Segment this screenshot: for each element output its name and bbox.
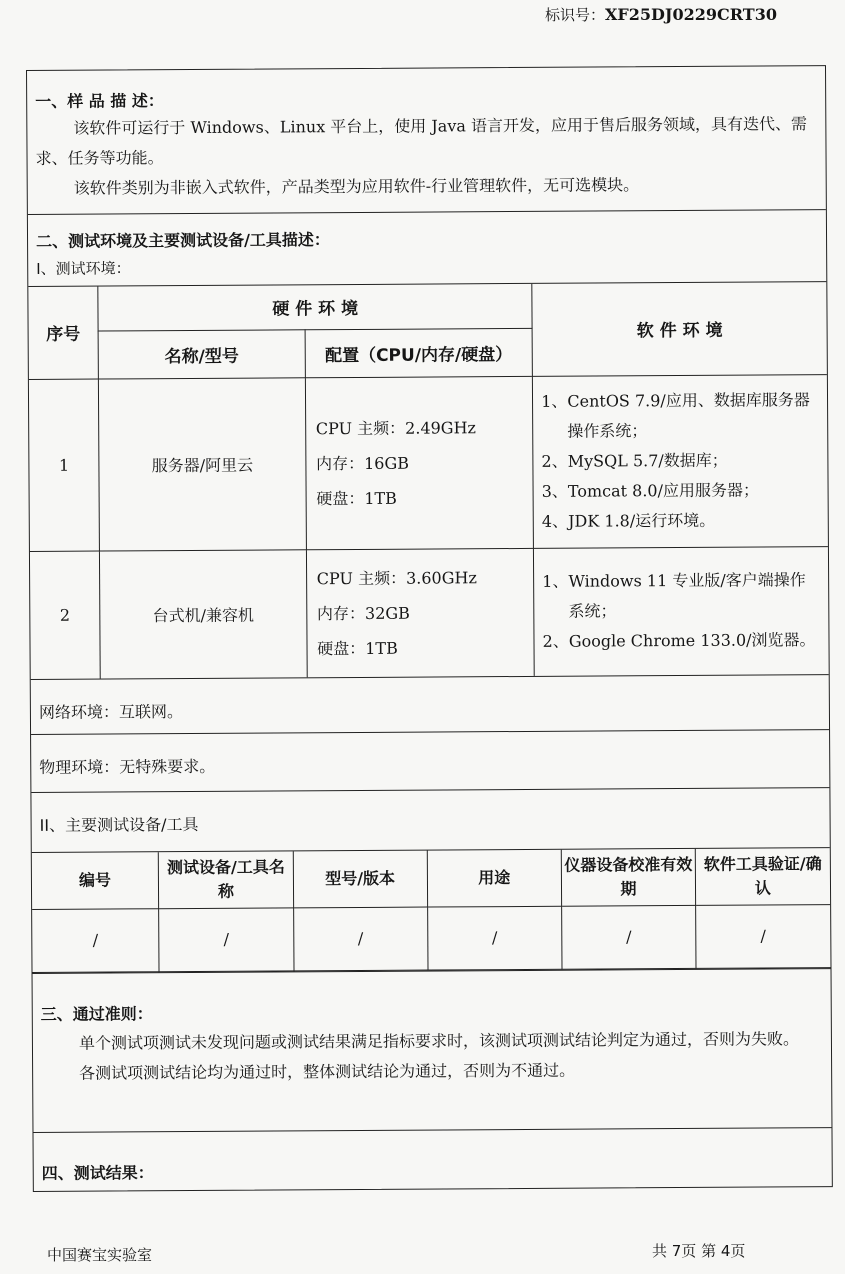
footer-page-number: 共 7页 第 4页 — [652, 1242, 746, 1260]
test-environment-subtitle: I、测试环境： — [36, 259, 131, 278]
config-cpu: CPU 主频：3.60GHz — [316, 568, 477, 588]
test-tools-table — [32, 848, 831, 973]
test-tools-subtitle: II、主要测试设备/工具 — [31, 788, 829, 853]
sample-description-para-2: 该软件类别为非嵌入式软件，产品类型为应用软件-行业管理软件，无可选模块。 — [73, 175, 640, 198]
software-item: 4、JDK 1.8/运行环境。 — [541, 510, 716, 531]
table-row — [32, 904, 830, 972]
test-environment-title: 二、测试环境及主要测试设备/工具描述： — [35, 230, 330, 251]
config-disk: 硬盘：1TB — [316, 488, 397, 508]
sample-description-para-1: 该软件可运行于 Windows、Linux 平台上，使用 Java 语言开发，应用于售后服务领域，具有迭代、需求、任务等功能。 — [35, 114, 808, 168]
footer-organization: 中国赛宝实验室 — [47, 1246, 153, 1264]
col-header-no: 序号 — [28, 287, 98, 379]
row-no: 1 — [29, 379, 100, 551]
table-cell: / — [32, 908, 159, 972]
software-item: 3、Tomcat 8.0/应用服务器； — [541, 480, 760, 501]
config-memory: 内存：16GB — [316, 453, 410, 473]
table-row — [29, 374, 828, 551]
environment-table — [28, 282, 828, 679]
row-config — [306, 548, 534, 677]
row-config — [305, 376, 534, 549]
network-environment: 网络环境：互联网。 — [31, 674, 829, 735]
col-header-model-version: 型号/版本 — [293, 851, 427, 908]
col-header-name-model: 名称/型号 — [98, 329, 305, 378]
software-item: 2、MySQL 5.7/数据库； — [541, 450, 728, 471]
col-header-id: 编号 — [32, 852, 159, 909]
test-results-section — [33, 1128, 831, 1193]
document-id-label: 标识号： — [545, 6, 606, 24]
col-header-tool-name: 测试设备/工具名称 — [158, 851, 293, 908]
config-cpu: CPU 主频：2.49GHz — [315, 417, 476, 438]
software-item: 2、Google Chrome 133.0/浏览器。 — [542, 630, 816, 652]
row-software — [533, 374, 828, 548]
col-header-calibration: 仪器设备校准有效期 — [561, 849, 695, 906]
col-header-software: 软 件 环 境 — [532, 282, 827, 376]
col-header-purpose: 用途 — [427, 850, 562, 907]
pass-criteria-para-1: 单个测试项测试未发现问题或测试结果满足指标要求时，该测试项测试结论判定为通过，否则为失败。 — [78, 1029, 800, 1053]
report-frame — [26, 65, 833, 1192]
table-cell: / — [695, 904, 830, 968]
document-id — [545, 4, 777, 25]
col-header-hardware: 硬 件 环 境 — [98, 284, 532, 331]
table-cell: / — [293, 907, 427, 971]
col-header-verification: 软件工具验证/确认 — [695, 848, 830, 905]
row-no: 2 — [30, 551, 101, 679]
sample-description-section — [27, 66, 826, 215]
software-item: 1、CentOS 7.9/应用、数据库服务器操作系统； — [541, 390, 810, 441]
table-cell: / — [159, 907, 294, 971]
config-memory: 内存：32GB — [316, 603, 410, 623]
table-row — [30, 546, 829, 679]
row-name: 台式机/兼容机 — [100, 549, 307, 678]
config-disk: 硬盘：1TB — [317, 638, 398, 658]
test-results-title: 四、测试结果： — [41, 1163, 154, 1183]
software-item: 1、Windows 11 专业版/客户端操作系统； — [542, 570, 806, 621]
col-header-config: 配置（CPU/内存/硬盘） — [305, 328, 533, 377]
pass-criteria-section — [33, 968, 832, 1133]
sample-description-title: 一、样 品 描 述： — [35, 91, 164, 111]
pass-criteria-para-2: 各测试项测试结论均为通过时，整体测试结论为通过，否则为不通过。 — [79, 1060, 576, 1083]
row-software — [534, 546, 829, 676]
row-name: 服务器/阿里云 — [99, 377, 306, 550]
pass-criteria-title: 三、通过准则： — [40, 1004, 153, 1024]
document-id-value: XF25DJ0229CRT30 — [605, 5, 777, 24]
test-environment-section — [28, 210, 826, 287]
physical-environment: 物理环境：无特殊要求。 — [31, 730, 829, 793]
table-cell: / — [562, 905, 696, 969]
table-cell: / — [427, 906, 562, 970]
